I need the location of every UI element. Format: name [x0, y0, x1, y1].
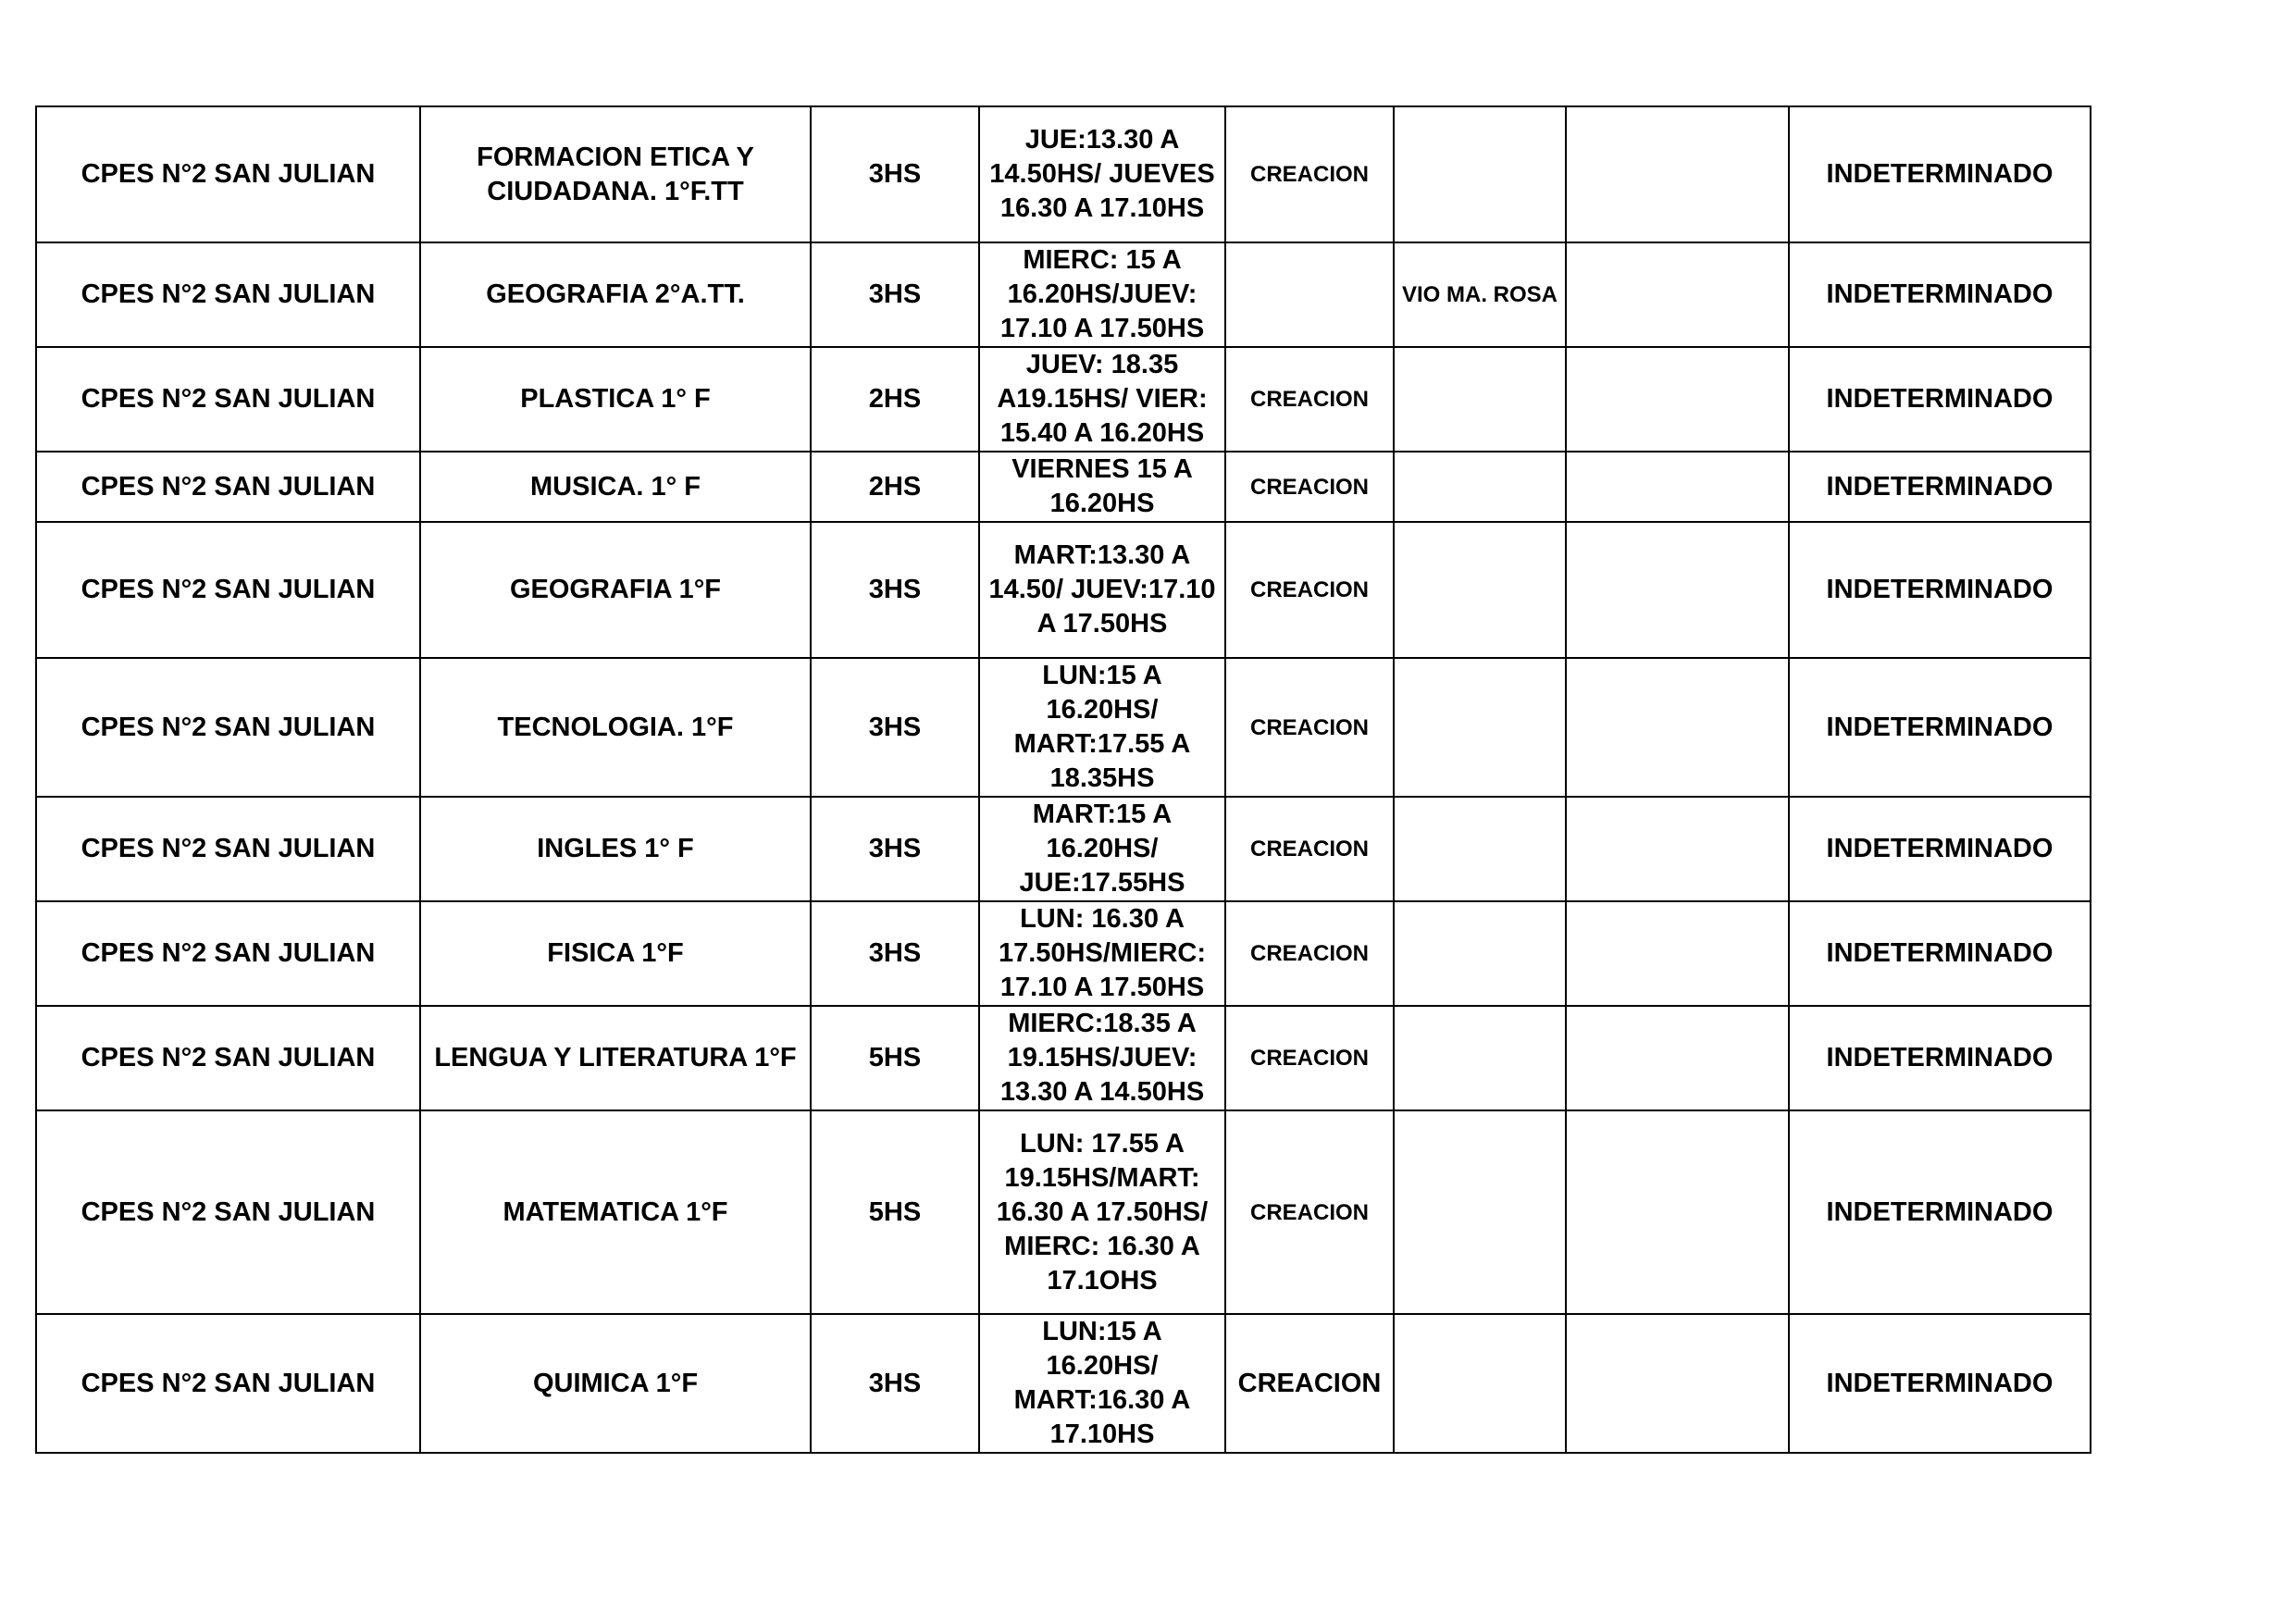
status-cell: CREACION — [1225, 106, 1394, 242]
school-cell: CPES N°2 SAN JULIAN — [36, 658, 420, 797]
status-cell: CREACION — [1225, 1006, 1394, 1110]
schedule-table — [35, 105, 2091, 1454]
situation-cell: INDETERMINADO — [1789, 1110, 2091, 1314]
teacher-cell: VIO MA. ROSA — [1394, 242, 1566, 347]
table-row — [36, 242, 2091, 347]
school-cell: CPES N°2 SAN JULIAN — [36, 242, 420, 347]
situation-cell: INDETERMINADO — [1789, 242, 2091, 347]
teacher-cell — [1394, 522, 1566, 658]
hours-cell: 5HS — [811, 1006, 979, 1110]
table-row — [36, 522, 2091, 658]
teacher-cell — [1394, 797, 1566, 901]
schedule-cell: MART:13.30 A 14.50/ JUEV:17.10 A 17.50HS — [979, 522, 1225, 658]
extra-cell — [1566, 1110, 1789, 1314]
schedule-cell: JUE:13.30 A 14.50HS/ JUEVES 16.30 A 17.10HS — [979, 106, 1225, 242]
schedule-cell: LUN: 16.30 A 17.50HS/MIERC: 17.10 A 17.50HS — [979, 901, 1225, 1006]
extra-cell — [1566, 106, 1789, 242]
table-row — [36, 452, 2091, 522]
table-row — [36, 1314, 2091, 1453]
table-row — [36, 1006, 2091, 1110]
table-row — [36, 901, 2091, 1006]
status-cell: CREACION — [1225, 347, 1394, 452]
subject-cell: FISICA 1°F — [420, 901, 811, 1006]
situation-cell: INDETERMINADO — [1789, 1006, 2091, 1110]
subject-cell: PLASTICA 1° F — [420, 347, 811, 452]
hours-cell: 2HS — [811, 452, 979, 522]
teacher-cell — [1394, 347, 1566, 452]
teacher-cell — [1394, 106, 1566, 242]
hours-cell: 3HS — [811, 901, 979, 1006]
hours-cell: 3HS — [811, 242, 979, 347]
table-row — [36, 1110, 2091, 1314]
subject-cell: TECNOLOGIA. 1°F — [420, 658, 811, 797]
school-cell: CPES N°2 SAN JULIAN — [36, 1110, 420, 1314]
schedule-cell: MART:15 A 16.20HS/ JUE:17.55HS — [979, 797, 1225, 901]
teacher-cell — [1394, 1110, 1566, 1314]
extra-cell — [1566, 522, 1789, 658]
schedule-cell: LUN:15 A 16.20HS/ MART:17.55 A 18.35HS — [979, 658, 1225, 797]
situation-cell: INDETERMINADO — [1789, 452, 2091, 522]
schedule-cell: LUN:15 A 16.20HS/ MART:16.30 A 17.10HS — [979, 1314, 1225, 1453]
situation-cell: INDETERMINADO — [1789, 901, 2091, 1006]
status-cell: CREACION — [1225, 658, 1394, 797]
schedule-cell: LUN: 17.55 A 19.15HS/MART: 16.30 A 17.50HS/ MIERC: 16.30 A 17.1OHS — [979, 1110, 1225, 1314]
situation-cell: INDETERMINADO — [1789, 1314, 2091, 1453]
subject-cell: INGLES 1° F — [420, 797, 811, 901]
schedule-cell: MIERC: 15 A 16.20HS/JUEV: 17.10 A 17.50HS — [979, 242, 1225, 347]
teacher-cell — [1394, 658, 1566, 797]
school-cell: CPES N°2 SAN JULIAN — [36, 522, 420, 658]
situation-cell: INDETERMINADO — [1789, 658, 2091, 797]
situation-cell: INDETERMINADO — [1789, 347, 2091, 452]
table-row — [36, 658, 2091, 797]
subject-cell: MATEMATICA 1°F — [420, 1110, 811, 1314]
school-cell: CPES N°2 SAN JULIAN — [36, 1006, 420, 1110]
hours-cell: 3HS — [811, 797, 979, 901]
table-row — [36, 347, 2091, 452]
status-cell: CREACION — [1225, 797, 1394, 901]
table-row — [36, 106, 2091, 242]
extra-cell — [1566, 658, 1789, 797]
hours-cell: 3HS — [811, 658, 979, 797]
school-cell: CPES N°2 SAN JULIAN — [36, 797, 420, 901]
school-cell: CPES N°2 SAN JULIAN — [36, 347, 420, 452]
school-cell: CPES N°2 SAN JULIAN — [36, 452, 420, 522]
table-row — [36, 797, 2091, 901]
teacher-cell — [1394, 1314, 1566, 1453]
status-cell: CREACION — [1225, 1110, 1394, 1314]
extra-cell — [1566, 452, 1789, 522]
hours-cell: 3HS — [811, 1314, 979, 1453]
status-cell: CREACION — [1225, 901, 1394, 1006]
teacher-cell — [1394, 1006, 1566, 1110]
situation-cell: INDETERMINADO — [1789, 797, 2091, 901]
schedule-cell: VIERNES 15 A 16.20HS — [979, 452, 1225, 522]
subject-cell: GEOGRAFIA 2°A.TT. — [420, 242, 811, 347]
subject-cell: GEOGRAFIA 1°F — [420, 522, 811, 658]
extra-cell — [1566, 1314, 1789, 1453]
school-cell: CPES N°2 SAN JULIAN — [36, 901, 420, 1006]
status-cell: CREACION — [1225, 1314, 1394, 1453]
subject-cell: FORMACION ETICA Y CIUDADANA. 1°F.TT — [420, 106, 811, 242]
situation-cell: INDETERMINADO — [1789, 106, 2091, 242]
subject-cell: QUIMICA 1°F — [420, 1314, 811, 1453]
status-cell: CREACION — [1225, 522, 1394, 658]
hours-cell: 2HS — [811, 347, 979, 452]
school-cell: CPES N°2 SAN JULIAN — [36, 1314, 420, 1453]
hours-cell: 5HS — [811, 1110, 979, 1314]
teacher-cell — [1394, 452, 1566, 522]
subject-cell: LENGUA Y LITERATURA 1°F — [420, 1006, 811, 1110]
schedule-cell: MIERC:18.35 A 19.15HS/JUEV: 13.30 A 14.50HS — [979, 1006, 1225, 1110]
extra-cell — [1566, 797, 1789, 901]
teacher-cell — [1394, 901, 1566, 1006]
extra-cell — [1566, 347, 1789, 452]
hours-cell: 3HS — [811, 522, 979, 658]
status-cell — [1225, 242, 1394, 347]
schedule-cell: JUEV: 18.35 A19.15HS/ VIER: 15.40 A 16.20HS — [979, 347, 1225, 452]
extra-cell — [1566, 242, 1789, 347]
situation-cell: INDETERMINADO — [1789, 522, 2091, 658]
status-cell: CREACION — [1225, 452, 1394, 522]
subject-cell: MUSICA. 1° F — [420, 452, 811, 522]
extra-cell — [1566, 1006, 1789, 1110]
extra-cell — [1566, 901, 1789, 1006]
hours-cell: 3HS — [811, 106, 979, 242]
school-cell: CPES N°2 SAN JULIAN — [36, 106, 420, 242]
